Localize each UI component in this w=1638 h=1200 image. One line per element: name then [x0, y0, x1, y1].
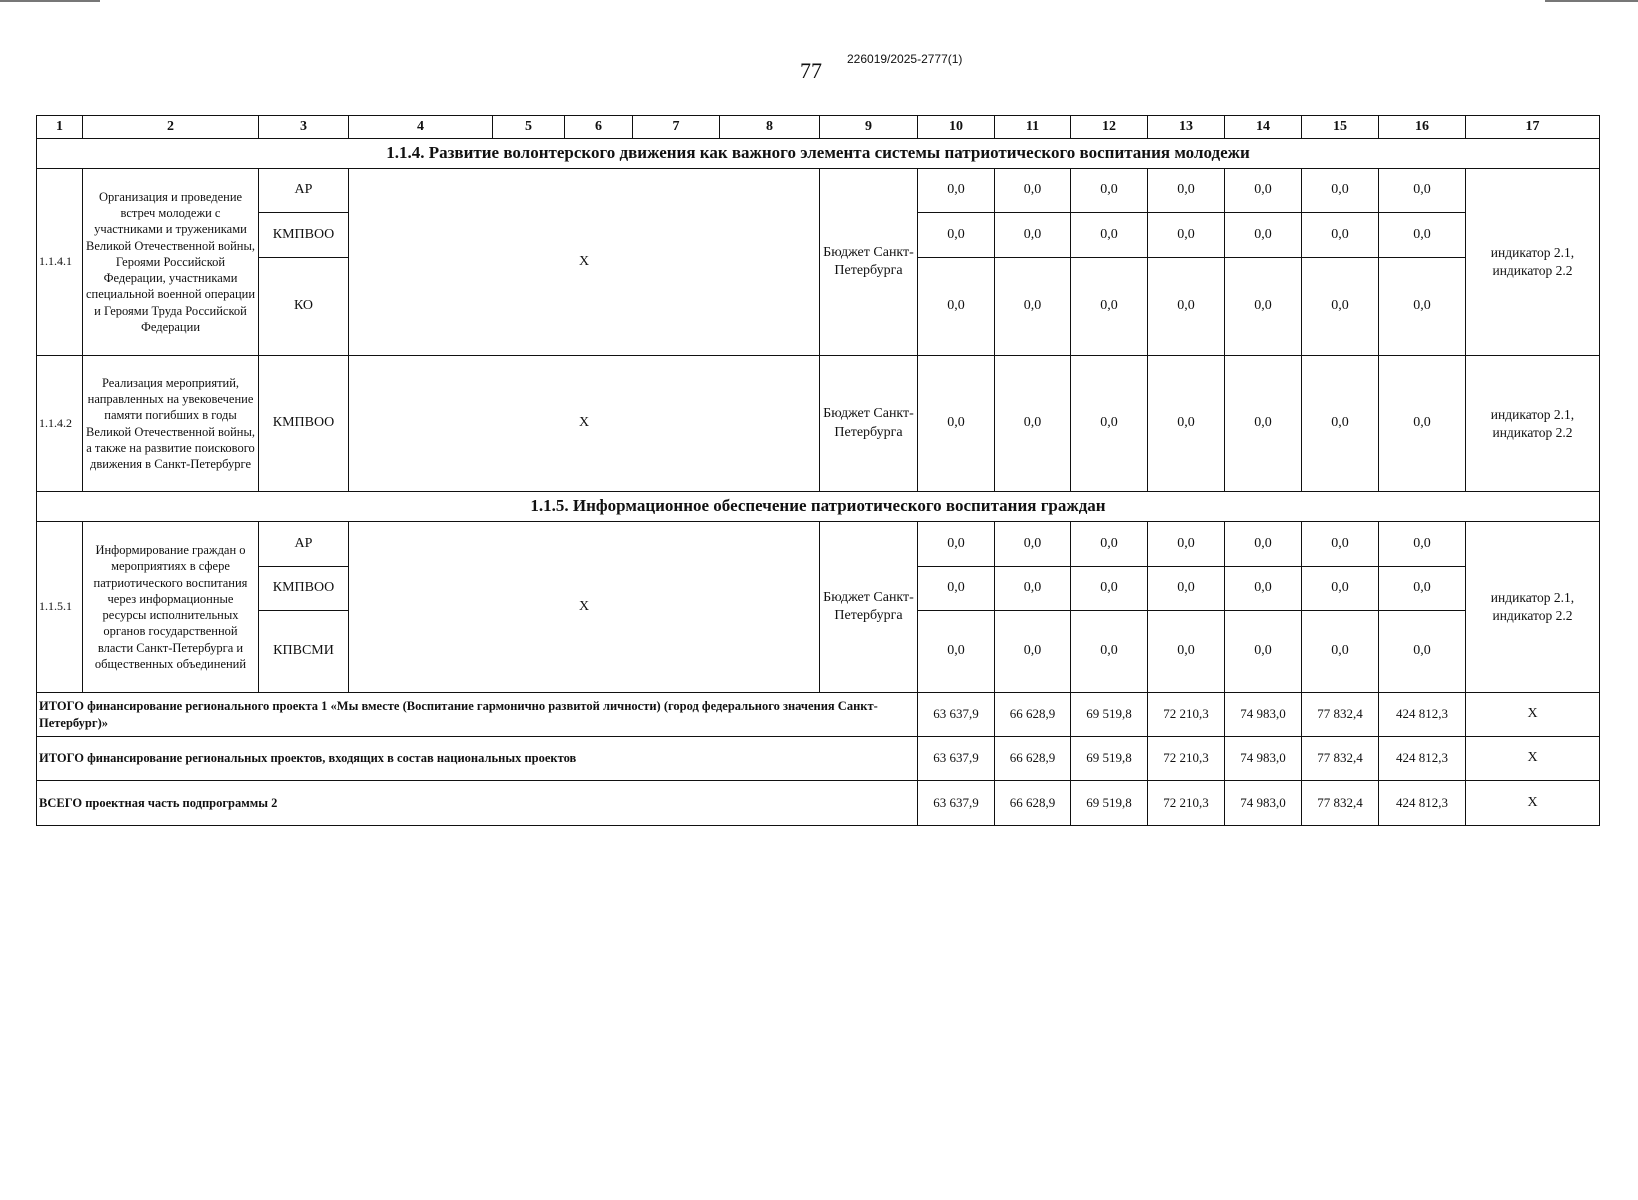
value-cell: 0,0: [995, 522, 1071, 567]
value-cell: 0,0: [1071, 258, 1148, 356]
total-x-mark: Х: [1466, 737, 1600, 781]
column-number: 13: [1148, 116, 1225, 139]
column-number: 14: [1225, 116, 1302, 139]
total-x-mark: Х: [1466, 781, 1600, 826]
value-cell: 0,0: [1302, 258, 1379, 356]
value-cell: 0,0: [1379, 213, 1466, 258]
executor-code: АР: [259, 169, 349, 213]
section-title: 1.1.5. Информационное обеспечение патриотического воспитания граждан: [37, 492, 1600, 522]
total-label: ИТОГО финансирование региональных проектов, входящих в состав национальных проектов: [37, 737, 918, 781]
executor-code: КО: [259, 258, 349, 356]
total-x-mark: Х: [1466, 693, 1600, 737]
executor-code: КМПВОО: [259, 213, 349, 258]
column-number: 1: [37, 116, 83, 139]
total-label: ВСЕГО проектная часть подпрограммы 2: [37, 781, 918, 826]
total-value: 424 812,3: [1379, 737, 1466, 781]
funding-source: Бюджет Санкт-Петербурга: [820, 356, 918, 492]
item-description: Информирование граждан о мероприятиях в сфере патриотического воспитания через информационные ресурсы исполнительных органов государственной власти Санкт-Петербурга и общественных объединений: [83, 522, 259, 693]
value-cell: 0,0: [918, 611, 995, 693]
value-cell: 0,0: [995, 213, 1071, 258]
value-cell: 0,0: [1148, 356, 1225, 492]
total-value: 66 628,9: [995, 781, 1071, 826]
item-code: 1.1.5.1: [37, 522, 83, 693]
item-description: Реализация мероприятий, направленных на увековечение памяти погибших в годы Великой Отечественной войны, а также на развитие поискового движения в Санкт-Петербурге: [83, 356, 259, 492]
value-cell: 0,0: [1302, 169, 1379, 213]
value-cell: 0,0: [1225, 522, 1302, 567]
total-value: 63 637,9: [918, 781, 995, 826]
column-number-row: [37, 116, 1600, 139]
value-cell: 0,0: [1225, 356, 1302, 492]
section-header-row: [37, 139, 1600, 169]
column-number: 16: [1379, 116, 1466, 139]
value-cell: 0,0: [1225, 213, 1302, 258]
value-cell: 0,0: [918, 213, 995, 258]
table-row: [37, 356, 1600, 492]
merged-x-mark: Х: [349, 522, 820, 693]
value-cell: 0,0: [1148, 258, 1225, 356]
total-value: 424 812,3: [1379, 693, 1466, 737]
total-value: 66 628,9: [995, 693, 1071, 737]
total-value: 424 812,3: [1379, 781, 1466, 826]
value-cell: 0,0: [1148, 611, 1225, 693]
value-cell: 0,0: [1379, 356, 1466, 492]
column-number: 6: [565, 116, 633, 139]
value-cell: 0,0: [918, 258, 995, 356]
value-cell: 0,0: [995, 611, 1071, 693]
section-title: 1.1.4. Развитие волонтерского движения как важного элемента системы патриотического воспитания молодежи: [37, 139, 1600, 169]
total-value: 74 983,0: [1225, 737, 1302, 781]
value-cell: 0,0: [1225, 169, 1302, 213]
section-header-row: [37, 492, 1600, 522]
value-cell: 0,0: [1148, 213, 1225, 258]
value-cell: 0,0: [918, 567, 995, 611]
column-number: 8: [720, 116, 820, 139]
value-cell: 0,0: [1071, 356, 1148, 492]
value-cell: 0,0: [1225, 611, 1302, 693]
total-value: 72 210,3: [1148, 781, 1225, 826]
value-cell: 0,0: [1302, 567, 1379, 611]
item-code: 1.1.4.2: [37, 356, 83, 492]
column-number: 10: [918, 116, 995, 139]
total-value: 63 637,9: [918, 693, 995, 737]
total-label: ИТОГО финансирование регионального проекта 1 «Мы вместе (Воспитание гармонично развитой личности) (город федерального значения Санкт-Петербург)»: [37, 693, 918, 737]
financing-table: [36, 115, 1600, 826]
executor-code: КПВСМИ: [259, 611, 349, 693]
value-cell: 0,0: [1302, 213, 1379, 258]
total-value: 69 519,8: [1071, 781, 1148, 826]
indicator-cell: индикатор 2.1, индикатор 2.2: [1466, 169, 1600, 356]
value-cell: 0,0: [918, 522, 995, 567]
column-number: 9: [820, 116, 918, 139]
value-cell: 0,0: [1071, 522, 1148, 567]
column-number: 2: [83, 116, 259, 139]
table-row: [37, 522, 1600, 567]
total-row: [37, 781, 1600, 826]
indicator-cell: индикатор 2.1, индикатор 2.2: [1466, 522, 1600, 693]
total-row: [37, 693, 1600, 737]
column-number: 7: [633, 116, 720, 139]
table-row: [37, 169, 1600, 213]
scan-edge-mark: [0, 0, 100, 2]
value-cell: 0,0: [995, 356, 1071, 492]
document-id: 226019/2025-2777(1): [847, 52, 963, 66]
value-cell: 0,0: [1225, 258, 1302, 356]
value-cell: 0,0: [1071, 611, 1148, 693]
total-value: 77 832,4: [1302, 693, 1379, 737]
value-cell: 0,0: [918, 356, 995, 492]
value-cell: 0,0: [1379, 169, 1466, 213]
value-cell: 0,0: [1148, 169, 1225, 213]
item-code: 1.1.4.1: [37, 169, 83, 356]
value-cell: 0,0: [1071, 169, 1148, 213]
column-number: 3: [259, 116, 349, 139]
value-cell: 0,0: [995, 169, 1071, 213]
value-cell: 0,0: [918, 169, 995, 213]
value-cell: 0,0: [1071, 567, 1148, 611]
value-cell: 0,0: [1302, 356, 1379, 492]
indicator-cell: индикатор 2.1, индикатор 2.2: [1466, 356, 1600, 492]
funding-source: Бюджет Санкт-Петербурга: [820, 169, 918, 356]
total-value: 63 637,9: [918, 737, 995, 781]
merged-x-mark: Х: [349, 169, 820, 356]
total-value: 69 519,8: [1071, 693, 1148, 737]
value-cell: 0,0: [1379, 522, 1466, 567]
total-value: 66 628,9: [995, 737, 1071, 781]
value-cell: 0,0: [995, 567, 1071, 611]
page-number: 77: [800, 58, 822, 83]
value-cell: 0,0: [1148, 567, 1225, 611]
total-value: 69 519,8: [1071, 737, 1148, 781]
column-number: 12: [1071, 116, 1148, 139]
executor-code: КМПВОО: [259, 567, 349, 611]
total-value: 77 832,4: [1302, 781, 1379, 826]
column-number: 5: [493, 116, 565, 139]
value-cell: 0,0: [1302, 522, 1379, 567]
column-number: 11: [995, 116, 1071, 139]
scan-edge-mark: [1545, 0, 1638, 2]
total-value: 74 983,0: [1225, 781, 1302, 826]
value-cell: 0,0: [1302, 611, 1379, 693]
value-cell: 0,0: [1071, 213, 1148, 258]
value-cell: 0,0: [1379, 611, 1466, 693]
column-number: 15: [1302, 116, 1379, 139]
total-value: 72 210,3: [1148, 693, 1225, 737]
total-value: 72 210,3: [1148, 737, 1225, 781]
value-cell: 0,0: [1379, 567, 1466, 611]
executor-code: АР: [259, 522, 349, 567]
total-value: 74 983,0: [1225, 693, 1302, 737]
funding-source: Бюджет Санкт-Петербурга: [820, 522, 918, 693]
value-cell: 0,0: [1225, 567, 1302, 611]
total-value: 77 832,4: [1302, 737, 1379, 781]
total-row: [37, 737, 1600, 781]
value-cell: 0,0: [1379, 258, 1466, 356]
value-cell: 0,0: [995, 258, 1071, 356]
value-cell: 0,0: [1148, 522, 1225, 567]
item-description: Организация и проведение встреч молодежи с участниками и тружениками Великой Отечественной войны, Героями Российской Федерации, участниками специальной военной операции и Героями Труда Российской Федерации: [83, 169, 259, 356]
column-number: 17: [1466, 116, 1600, 139]
column-number: 4: [349, 116, 493, 139]
merged-x-mark: Х: [349, 356, 820, 492]
executor-code: КМПВОО: [259, 356, 349, 492]
